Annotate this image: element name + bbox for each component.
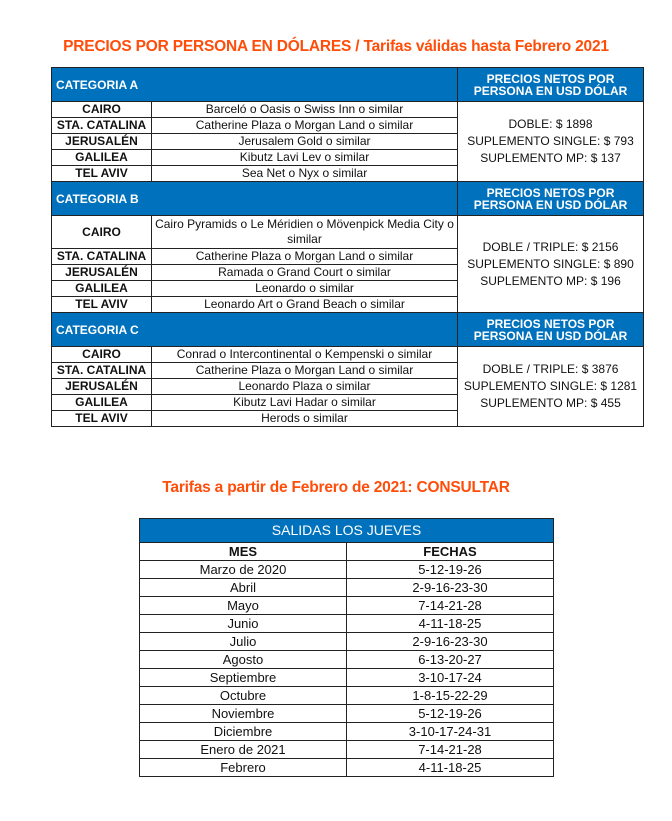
city-cell: CAIRO [52,216,152,249]
price-line: DOBLE / TRIPLE: $ 2156 [482,239,619,254]
departures-title: SALIDAS LOS JUEVES [140,519,554,543]
dates-cell: 3-10-17-24 [347,669,554,687]
net-price-header: PRECIOS NETOS POR PERSONA EN USD DÓLAR [458,182,644,216]
dates-cell: 4-11-18-25 [347,615,554,633]
category-header-row [52,68,644,102]
city-cell: STA. CATALINA [52,118,152,134]
column-header-dates: FECHAS [347,543,554,561]
city-cell: CAIRO [52,347,152,363]
dates-cell: 5-12-19-26 [347,705,554,723]
departure-row [140,705,554,723]
city-cell: STA. CATALINA [52,249,152,265]
price-line: DOBLE: $ 1898 [508,117,593,131]
rates-note: Tarifas a partir de Febrero de 2021: CONSULTAR [162,479,510,496]
city-cell: GALILEA [52,281,152,297]
month-cell: Noviembre [140,705,347,723]
month-cell: Enero de 2021 [140,741,347,759]
hotel-row [52,347,644,363]
departure-row [140,597,554,615]
departure-row [140,687,554,705]
departure-row [140,561,554,579]
net-price-header: PRECIOS NETOS POR PERSONA EN USD DÓLAR [458,68,644,102]
dates-cell: 2-9-16-23-30 [347,633,554,651]
dates-cell: 6-13-20-27 [347,651,554,669]
hotel-cell: Barceló o Oasis o Swiss Inn o similar [152,102,458,118]
hotel-row [52,216,644,249]
hotel-cell: Cairo Pyramids o Le Méridien o Mövenpick Media City o similar [152,216,458,249]
departure-row [140,669,554,687]
price-cell [458,347,644,427]
price-line: SUPLEMENTO MP: $ 196 [480,273,621,288]
price-cell [458,216,644,313]
month-cell: Junio [140,615,347,633]
departure-row [140,651,554,669]
hotel-cell: Sea Net o Nyx o similar [152,166,458,182]
departure-row [140,633,554,651]
month-cell: Agosto [140,651,347,669]
city-cell: TEL AVIV [52,411,152,427]
dates-cell: 5-12-19-26 [347,561,554,579]
month-cell: Octubre [140,687,347,705]
price-line: SUPLEMENTO SINGLE: $ 793 [467,134,634,148]
month-cell: Marzo de 2020 [140,561,347,579]
dates-cell: 4-11-18-25 [347,759,554,777]
hotel-cell: Kibutz Lavi Hadar o similar [152,395,458,411]
month-cell: Mayo [140,597,347,615]
month-cell: Julio [140,633,347,651]
city-cell: GALILEA [52,395,152,411]
month-cell: Diciembre [140,723,347,741]
dates-cell: 1-8-15-22-29 [347,687,554,705]
hotel-cell: Herods o similar [152,411,458,427]
hotel-cell: Ramada o Grand Court o similar [152,265,458,281]
hotel-cell: Leonardo Plaza o similar [152,379,458,395]
price-line: DOBLE / TRIPLE: $ 3876 [482,362,619,376]
hotel-cell: Leonardo Art o Grand Beach o similar [152,297,458,313]
departure-row [140,723,554,741]
price-line: SUPLEMENTO SINGLE: $ 1281 [463,379,638,393]
city-cell: JERUSALÉN [52,379,152,395]
city-cell: TEL AVIV [52,166,152,182]
departure-row [140,615,554,633]
city-cell: GALILEA [52,150,152,166]
net-price-header: PRECIOS NETOS POR PERSONA EN USD DÓLAR [458,313,644,347]
city-cell: JERUSALÉN [52,134,152,150]
city-cell: STA. CATALINA [52,363,152,379]
hotel-cell: Kibutz Lavi Lev o similar [152,150,458,166]
hotel-cell: Catherine Plaza o Morgan Land o similar [152,118,458,134]
city-cell: JERUSALÉN [52,265,152,281]
hotel-cell: Conrad o Intercontinental o Kempenski o similar [152,347,458,363]
category-header-row [52,313,644,347]
departure-row [140,741,554,759]
departures-column-headers [140,543,554,561]
month-cell: Febrero [140,759,347,777]
city-cell: CAIRO [52,102,152,118]
price-line: SUPLEMENTO MP: $ 137 [480,151,621,165]
departure-row [140,759,554,777]
departures-table [139,518,554,777]
price-line: SUPLEMENTO MP: $ 455 [480,396,621,410]
hotel-cell: Catherine Plaza o Morgan Land o similar [152,249,458,265]
column-header-month: MES [140,543,347,561]
dates-cell: 2-9-16-23-30 [347,579,554,597]
category-name: CATEGORIA C [52,313,458,347]
dates-cell: 7-14-21-28 [347,741,554,759]
hotel-cell: Jerusalem Gold o similar [152,134,458,150]
city-cell: TEL AVIV [52,297,152,313]
category-name: CATEGORIA A [52,68,458,102]
month-cell: Abril [140,579,347,597]
hotel-cell: Catherine Plaza o Morgan Land o similar [152,363,458,379]
dates-cell: 3-10-17-24-31 [347,723,554,741]
departure-row [140,579,554,597]
hotel-row [52,102,644,118]
price-cell [458,102,644,182]
category-header-row [52,182,644,216]
hotel-cell: Leonardo o similar [152,281,458,297]
price-line: SUPLEMENTO SINGLE: $ 890 [467,256,634,271]
departures-title-row [140,519,554,543]
page-title: PRECIOS POR PERSONA EN DÓLARES / Tarifas válidas hasta Febrero 2021 [63,38,609,55]
dates-cell: 7-14-21-28 [347,597,554,615]
month-cell: Septiembre [140,669,347,687]
category-name: CATEGORIA B [52,182,458,216]
price-table [51,67,644,427]
